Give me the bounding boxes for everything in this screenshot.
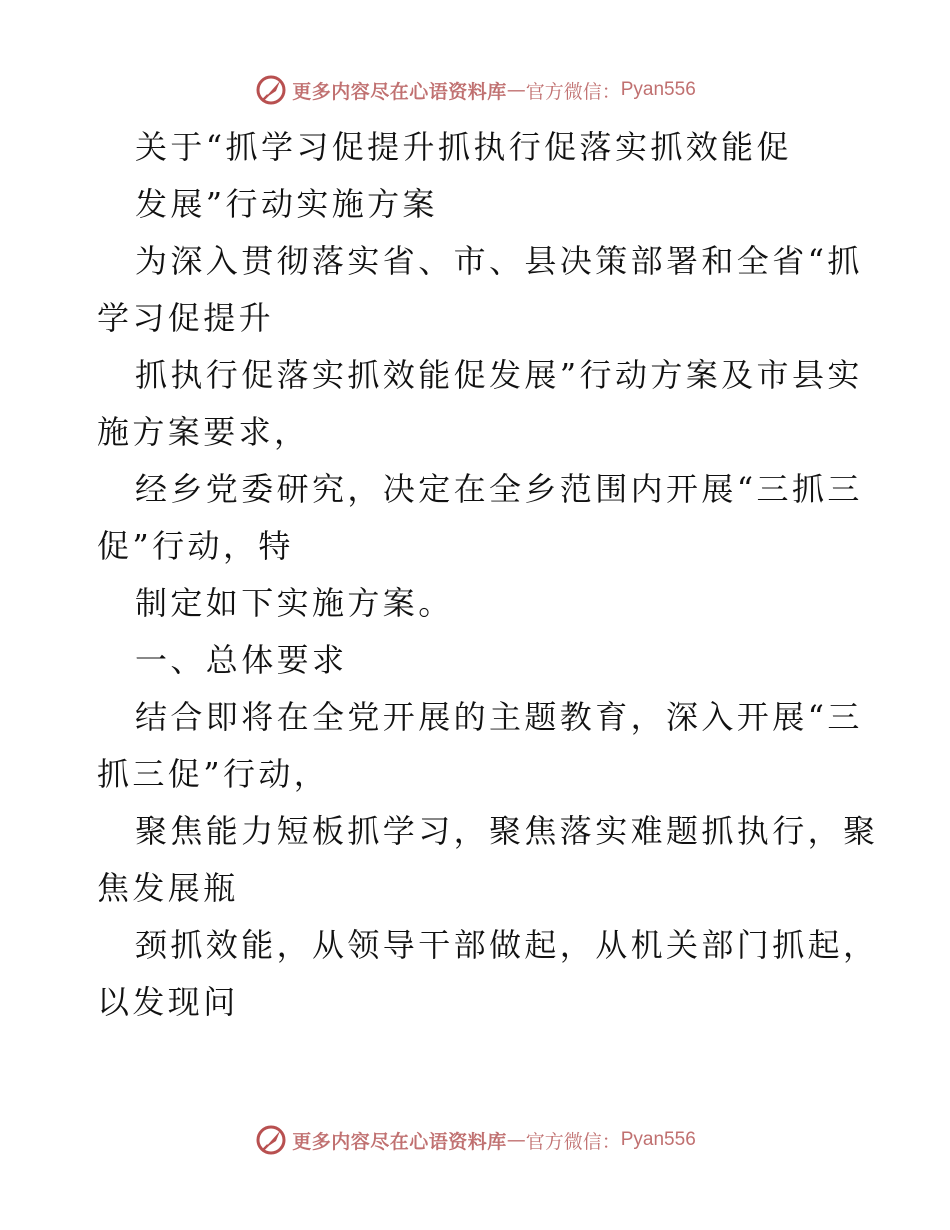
- paragraph-line: 制定如下实施方案。: [135, 584, 454, 622]
- banner-wechat-label: 官方微信：: [525, 1130, 621, 1153]
- paragraph-line: 施方案要求，: [97, 413, 310, 451]
- document-body: [97, 119, 879, 1031]
- paragraph-line: 为深入贯彻落实省、市、县决策部署和全省“抓: [135, 242, 863, 280]
- paragraph-line: 经乡党委研究，决定在全乡范围内开展“三抓三: [135, 470, 863, 508]
- banner-wechat-label: 官方微信：: [525, 80, 621, 103]
- doc-title-line-2: 发展”行动实施方案: [135, 185, 438, 223]
- paragraph-line: 抓三促”行动，: [97, 755, 330, 793]
- header-watermark-banner: [0, 70, 950, 110]
- paragraph-line: 焦发展瓶: [97, 869, 239, 907]
- paragraph-line: 颈抓效能，从领导干部做起，从机关部门抓起，: [135, 926, 879, 964]
- banner-separator: —: [506, 1129, 526, 1151]
- section-heading: 一、总体要求: [135, 641, 348, 679]
- banner-text: 更多内容尽在心语资料库: [292, 1130, 507, 1153]
- doc-title-line-1: 关于“抓学习促提升抓执行促落实抓效能促: [135, 128, 792, 166]
- paragraph-line: 学习促提升: [97, 299, 275, 337]
- banner-wechat-id: Pyan556: [620, 1129, 696, 1150]
- banner-separator: —: [506, 79, 526, 101]
- quill-logo-icon: [254, 73, 288, 107]
- banner-text: 更多内容尽在心语资料库: [292, 80, 507, 103]
- quill-logo-icon: [254, 1123, 288, 1157]
- banner-wechat-id: Pyan556: [620, 79, 696, 100]
- paragraph-line: 结合即将在全党开展的主题教育，深入开展“三: [135, 698, 863, 736]
- footer-watermark-banner: [0, 1120, 950, 1160]
- paragraph-line: 以发现问: [97, 983, 239, 1021]
- paragraph-line: 抓执行促落实抓效能促发展”行动方案及市县实: [135, 356, 863, 394]
- paragraph-line: 聚焦能力短板抓学习，聚焦落实难题抓执行，聚: [135, 812, 879, 850]
- paragraph-line: 促”行动，特: [97, 527, 294, 565]
